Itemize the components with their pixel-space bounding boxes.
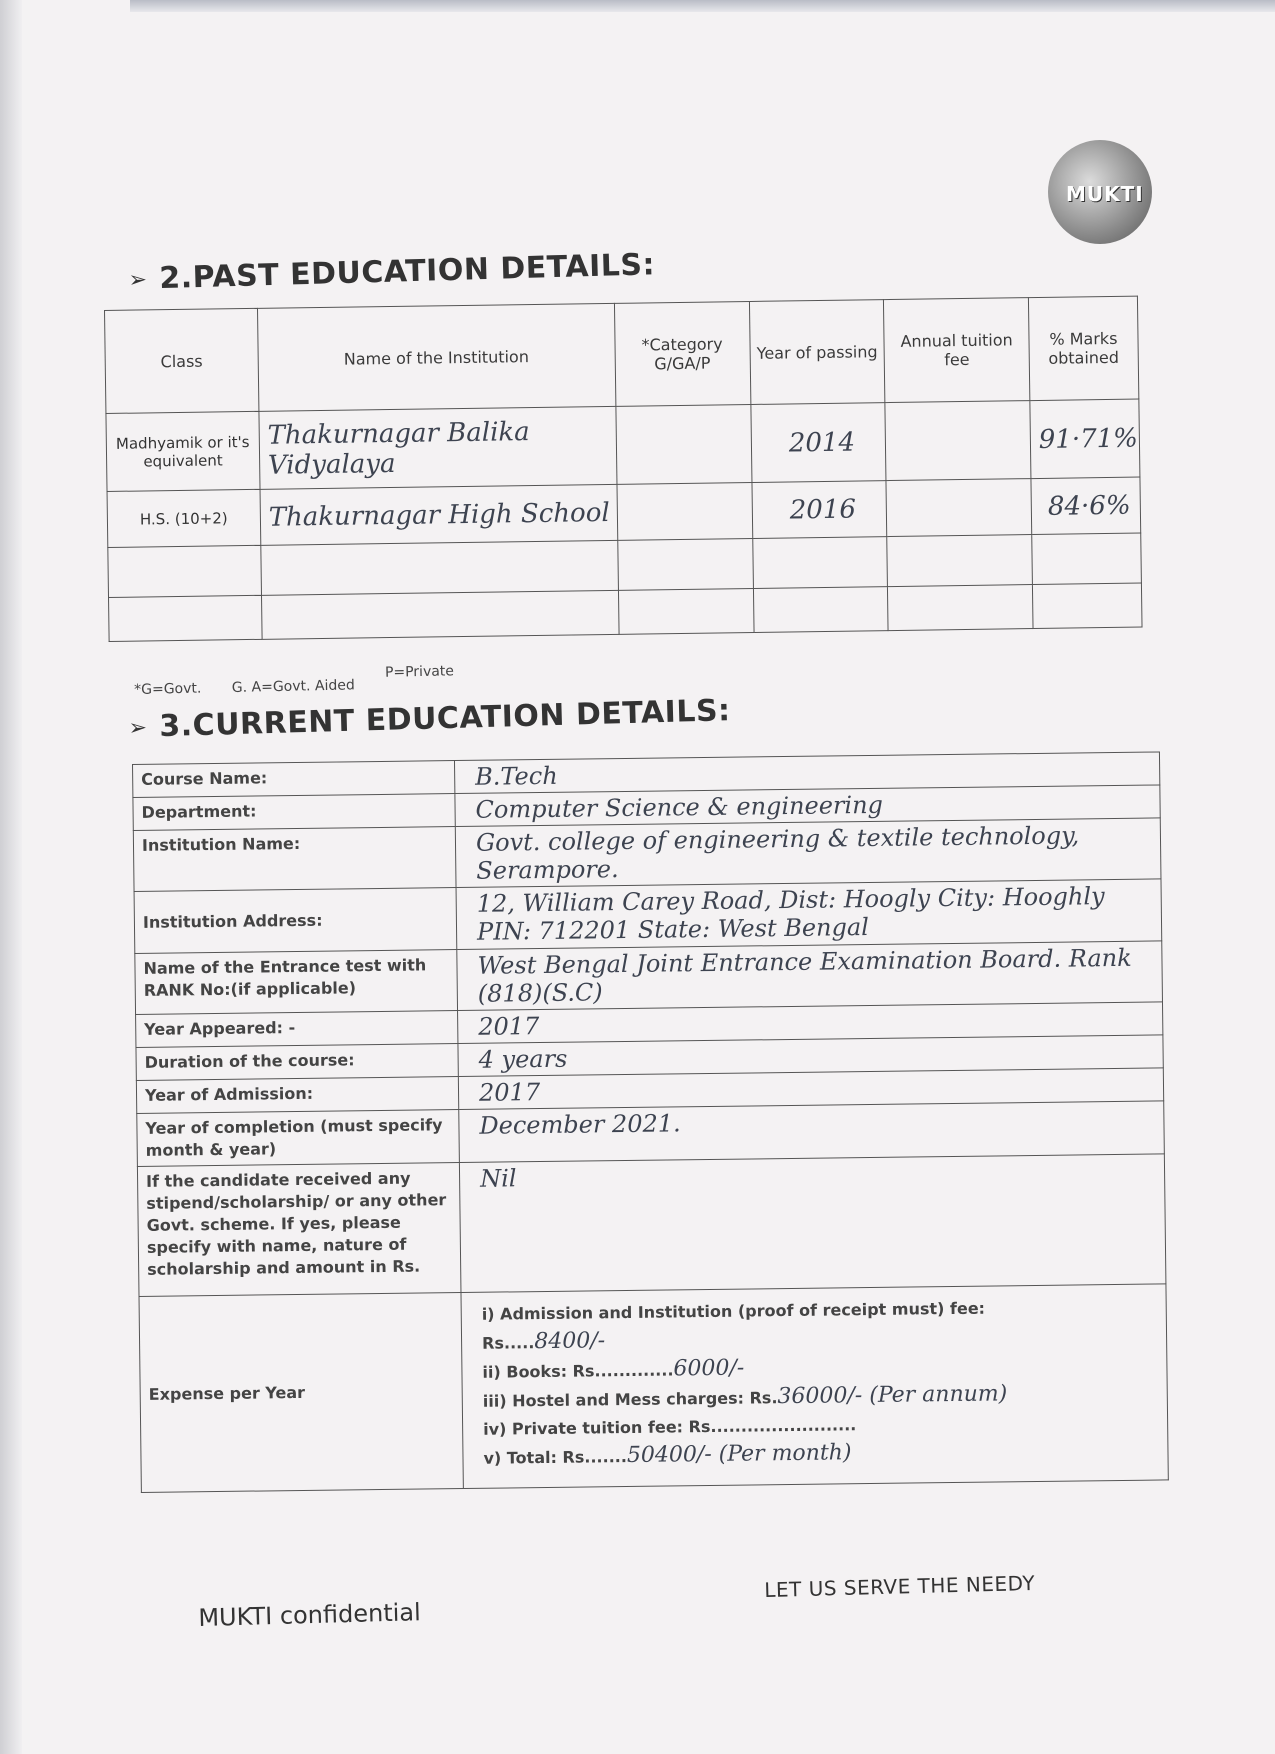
year-appeared-value: 2017 — [458, 1002, 1163, 1044]
row-category — [615, 404, 751, 484]
table-row — [137, 1154, 1166, 1297]
course-name-value: B.Tech — [454, 752, 1159, 794]
col-header-class: Class — [105, 308, 259, 413]
footer-confidential: MUKTI confidential — [198, 1598, 422, 1632]
admission-year-value: 2017 — [458, 1068, 1163, 1110]
table-row — [139, 1284, 1168, 1493]
department-label: Department: — [133, 794, 455, 831]
row-year — [753, 587, 888, 633]
total-label: v) Total: Rs....... — [483, 1447, 628, 1468]
admission-fee-label: i) Admission and Institution (proof of receipt must) fee: — [481, 1298, 986, 1324]
admission-fee-prefix: Rs..... — [481, 1333, 535, 1353]
legend-govt: *G=Govt. — [134, 680, 202, 698]
expense-details — [461, 1284, 1168, 1489]
row-year: 2016 — [752, 481, 888, 539]
completion-year-label: Year of completion (must specify month & year) — [137, 1110, 460, 1167]
row-marks — [1032, 533, 1142, 585]
legend-private: P=Private — [384, 663, 455, 681]
books-value: 6000/- — [673, 1355, 745, 1382]
completion-year-value: December 2021. — [459, 1101, 1165, 1163]
mukti-logo-icon — [1048, 140, 1152, 244]
col-header-institution: Name of the Institution — [257, 303, 615, 411]
col-header-marks: % Marks obtained — [1028, 296, 1139, 401]
arrow-bullet-icon: ➢ — [128, 715, 148, 741]
past-education-table — [104, 296, 1143, 642]
total-value: 50400/- (Per month) — [626, 1440, 852, 1469]
scholarship-label: If the candidate received any stipend/scholarship/ or any other Govt. scheme. If yes, please specify with name, nature of scholarship and amount in Rs. — [137, 1163, 461, 1297]
footer-motto: LET US SERVE THE NEEDY — [764, 1570, 1036, 1602]
row-class — [108, 545, 261, 597]
course-name-label: Course Name: — [133, 761, 455, 798]
entrance-test-value: West Bengal Joint Entrance Examination Board. Rank (818)(S.C) — [457, 941, 1163, 1011]
books-label: ii) Books: Rs............. — [482, 1360, 674, 1382]
page-edge-shadow — [0, 0, 22, 1754]
row-institution: Thakurnagar High School — [260, 484, 617, 545]
arrow-bullet-icon: ➢ — [128, 267, 148, 293]
table-row — [106, 399, 1140, 491]
row-year: 2014 — [750, 403, 886, 483]
row-class: H.S. (10+2) — [107, 489, 261, 547]
row-category — [617, 538, 753, 590]
legend-govt-aided: G. A=Govt. Aided — [231, 677, 355, 696]
admission-year-label: Year of Admission: — [136, 1077, 458, 1114]
past-education-heading — [128, 247, 655, 297]
past-education-heading-text: 2.PAST EDUCATION DETAILS: — [158, 247, 656, 297]
department-value: Computer Science & engineering — [455, 785, 1160, 827]
row-fee — [888, 585, 1033, 631]
row-institution: Thakurnagar Balika Vidyalaya — [259, 406, 617, 489]
entrance-test-label: Name of the Entrance test with RANK No:(if applicable) — [135, 950, 458, 1015]
row-marks — [1032, 583, 1142, 629]
logo-text: MUKTI — [1066, 182, 1144, 206]
row-institution — [261, 540, 618, 595]
expense-label: Expense per Year — [139, 1293, 463, 1493]
row-year — [752, 537, 888, 589]
row-class: Madhyamik or it's equivalent — [106, 411, 260, 491]
scholarship-value: Nil — [459, 1154, 1166, 1293]
row-marks: 84·6% — [1031, 477, 1141, 535]
institution-name-label: Institution Name: — [133, 827, 456, 892]
tuition-label: iv) Private tuition fee: Rs........................ — [483, 1415, 857, 1439]
row-marks: 91·71% — [1030, 399, 1140, 479]
table-header-row — [105, 296, 1139, 413]
year-appeared-label: Year Appeared: - — [136, 1011, 458, 1048]
row-category — [617, 482, 753, 540]
col-header-category: *Category G/GA/P — [614, 301, 750, 406]
row-category — [618, 588, 754, 634]
hostel-label: iii) Hostel and Mess charges: Rs. — [482, 1388, 778, 1411]
row-fee — [887, 535, 1032, 587]
row-fee — [886, 479, 1031, 537]
institution-name-value: Govt. college of engineering & textile technology, Serampore. — [455, 818, 1161, 888]
institution-address-value: 12, William Carey Road, Dist: Hoogly City: Hooghly PIN: 712201 State: West Bengal — [456, 879, 1162, 950]
hostel-value: 36000/- (Per annum) — [777, 1381, 1008, 1410]
current-education-heading — [128, 693, 731, 745]
row-institution — [261, 590, 618, 639]
institution-address-label: Institution Address: — [134, 888, 457, 954]
scan-top-border — [130, 0, 1275, 12]
duration-value: 4 years — [458, 1035, 1163, 1077]
row-fee — [885, 401, 1030, 481]
category-legend — [134, 663, 480, 698]
col-header-fee: Annual tuition fee — [884, 298, 1030, 403]
current-education-table — [132, 751, 1169, 1493]
admission-fee-value: 8400/- — [534, 1328, 606, 1355]
row-class — [109, 595, 262, 641]
duration-label: Duration of the course: — [136, 1044, 458, 1081]
col-header-year: Year of passing — [749, 300, 885, 405]
current-education-heading-text: 3.CURRENT EDUCATION DETAILS: — [158, 693, 732, 745]
